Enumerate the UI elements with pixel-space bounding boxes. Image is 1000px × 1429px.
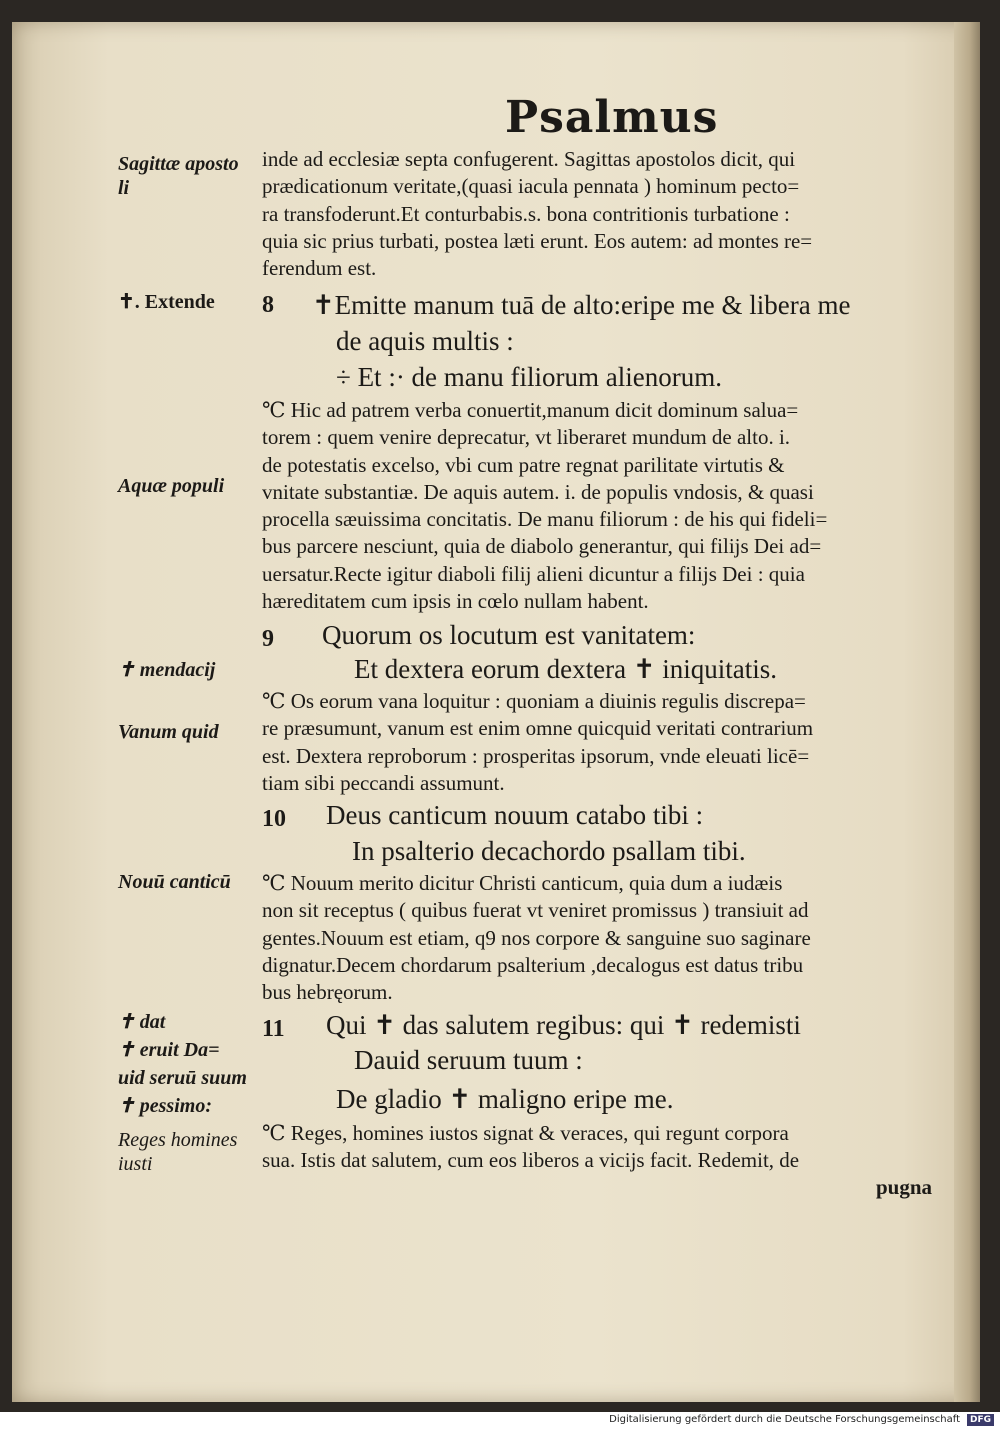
verse-number: 8 xyxy=(262,292,274,318)
margin-note-aquae xyxy=(118,474,224,498)
page-edge xyxy=(954,22,980,1402)
text-line: ℃ Os eorum vana loquitur : quoniam a diuinis regulis discrepa= xyxy=(262,689,806,713)
verse-number: 11 xyxy=(262,1016,285,1042)
commentary-block xyxy=(262,1120,950,1175)
text-line: quia sic prius turbati, postea læti erunt. Eos autem: ad montes re= xyxy=(262,228,813,253)
text-line: de potestatis excelso, vbi cum patre regnat parilitate virtutis & xyxy=(262,452,785,477)
text-line: tiam sibi peccandi assumunt. xyxy=(262,770,505,795)
margin-note-line: ✝. Extende xyxy=(118,291,215,313)
verse-line: de aquis multis : xyxy=(336,326,514,356)
margin-note-line: ✝ dat xyxy=(118,1011,166,1033)
margin-note-line: ✝ mendacij xyxy=(118,659,216,681)
commentary-block xyxy=(262,870,950,1006)
text-line: ferendum est. xyxy=(262,256,377,281)
margin-note-mendacij xyxy=(118,658,215,682)
margin-note-reges xyxy=(118,1128,237,1176)
margin-note-line: Nouū canticū xyxy=(118,871,231,893)
margin-note-line: Aquæ populi xyxy=(118,475,225,497)
text-line: procella sæuissima concitatis. De manu filiorum : de his qui fideli= xyxy=(262,507,828,532)
text-line: bus parcere nesciunt, quia de diabolo generantur, qui filijs Dei ad= xyxy=(262,534,822,559)
margin-note-line: Vanum quid xyxy=(118,721,219,743)
commentary-block xyxy=(262,146,950,282)
margin-note-line: ✝ eruit Da= xyxy=(118,1039,220,1061)
catchword: pugna xyxy=(876,1175,933,1199)
text-line: non sit receptus ( quibus fuerat vt veniret promissus ) transiuit ad xyxy=(262,898,809,923)
text-line: re præsumunt, vanum est enim omne quicquid veritati contrarium xyxy=(262,716,814,741)
margin-note-nouum xyxy=(118,870,231,894)
margin-note-line: uid seruū suum xyxy=(118,1067,247,1089)
verse-number: 9 xyxy=(262,626,274,652)
margin-note-line: ✝ pessimo: xyxy=(118,1095,212,1117)
margin-note-line: Reges homines xyxy=(118,1129,238,1151)
text-line: vnitate substantiæ. De aquis autem. i. de populis vndosis, & quasi xyxy=(262,479,814,504)
margin-note-dat xyxy=(118,1008,247,1120)
verse-number: 10 xyxy=(262,806,286,832)
text-line: inde ad ecclesiæ septa confugerent. Sagittas apostolos dicit, qui xyxy=(262,147,796,171)
page-title: Psalmus xyxy=(505,92,719,143)
text-line: prædicationum veritate,(quasi iacula pennata ) hominum pecto= xyxy=(262,174,800,199)
text-line: uersatur.Recte igitur diaboli filij alieni dicuntur a filijs Dei : quia xyxy=(262,561,805,586)
commentary-block xyxy=(262,688,950,797)
commentary-block xyxy=(262,397,950,615)
text-line: gentes.Nouum est etiam, q9 nos corpore & sanguine suo saginare xyxy=(262,925,811,950)
verse-line: In psalterio decachordo psallam tibi. xyxy=(352,836,746,866)
text-line: torem : quem venire deprecatur, vt liberaret mundum de alto. i. xyxy=(262,425,791,450)
text-line: hæreditatem cum ipsis in cœlo nullam habent. xyxy=(262,589,649,614)
text-line: sua. Istis dat salutem, cum eos liberos a vicijs facit. Redemit, de xyxy=(262,1148,800,1173)
dfg-logo: DFG xyxy=(967,1414,994,1426)
text-line: bus hebręorum. xyxy=(262,980,393,1005)
text-line: ra transfoderunt.Et conturbabis.s. bona contritionis turbatione : xyxy=(262,201,790,226)
text-line: ℃ Nouum merito dicitur Christi canticum, quia dum a iudæis xyxy=(262,871,783,895)
margin-note-vanum xyxy=(118,720,219,744)
text-line: ℃ Hic ad patrem verba conuertit,manum dicit dominum salua= xyxy=(262,398,799,422)
margin-note-line: li xyxy=(118,177,130,199)
verse-line: Dauid seruum tuum : xyxy=(354,1045,583,1075)
text-line: ℃ Reges, homines iustos signat & veraces, qui regunt corpora xyxy=(262,1121,789,1145)
verse-line: Et dextera eorum dextera ✝ iniquitatis. xyxy=(354,654,777,684)
verse-line: De gladio ✝ maligno eripe me. xyxy=(336,1084,674,1114)
margin-note-line: iusti xyxy=(118,1153,153,1175)
footer-credit: Digitalisierung gefördert durch die Deutsche Forschungsgemeinschaft xyxy=(609,1414,960,1425)
verse-line: Deus canticum nouum catabo tibi : xyxy=(326,800,704,830)
margin-note-sagittae xyxy=(118,152,239,200)
text-line: est. Dextera reproborum : prosperitas ipsorum, vnde eleuati licē= xyxy=(262,743,810,768)
verse-line: Quorum os locutum est vanitatem: xyxy=(322,620,696,650)
verse-line: ÷ Et :· de manu filiorum alienorum. xyxy=(336,362,722,392)
verse-line: ✝Emitte manum tuā de alto:eripe me & libera me xyxy=(312,290,851,320)
text-line: dignatur.Decem chordarum psalterium ,decalogus est datus tribu xyxy=(262,952,804,977)
verse-line: Qui ✝ das salutem regibus: qui ✝ redemisti xyxy=(326,1010,801,1040)
margin-note-extende xyxy=(118,290,215,314)
margin-note-line: Sagittæ aposto xyxy=(118,153,239,175)
